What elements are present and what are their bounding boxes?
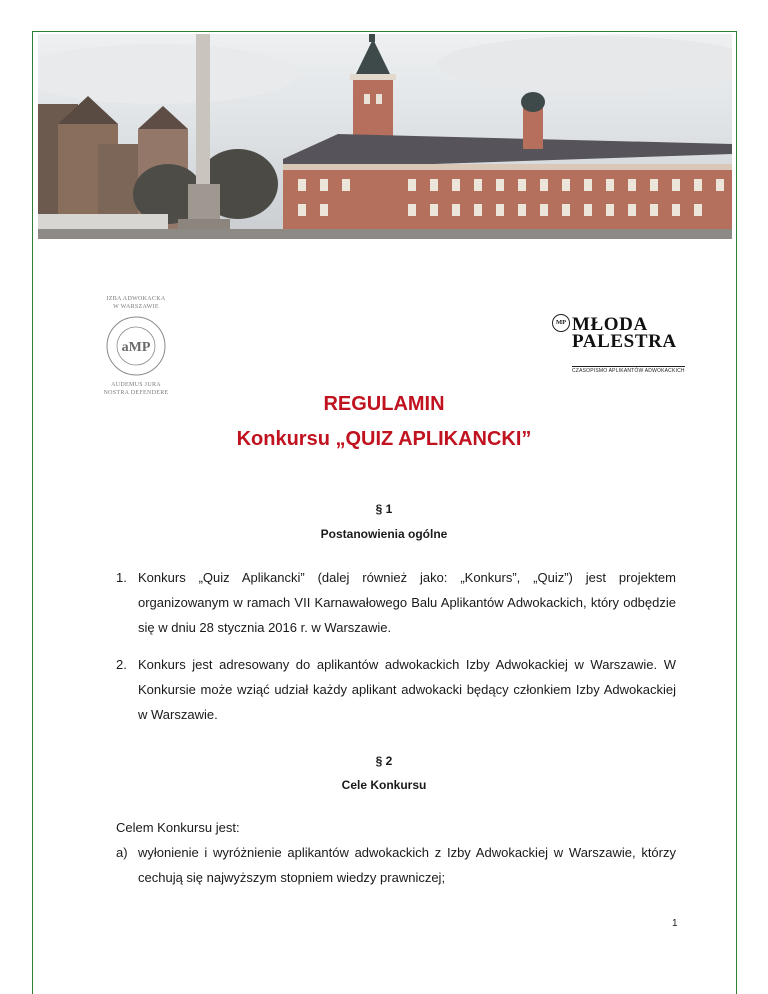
page-number: 1 [672, 918, 678, 929]
item-text: wyłonienie i wyróżnienie aplikantów adwokackich z Izby Adwokackiej w Warszawie, którzy cechują się najwyższym stopniem wiedzy prawniczej; [138, 845, 676, 885]
royal-castle-illustration [38, 34, 732, 239]
section-2-title: Cele Konkursu [341, 778, 427, 792]
seal-icon [105, 315, 167, 377]
logo-top-line1: IZBA ADWOKACKA [106, 296, 166, 302]
mloda-palestra-logo [552, 314, 692, 374]
logo-top-line2: W WARSZAWIE [113, 304, 159, 310]
document-subtitle: Konkursu „QUIZ APLIKANCKI” [236, 428, 532, 450]
section-1-item-2 [116, 652, 676, 727]
item-number: 1. [116, 570, 127, 585]
item-text: Konkurs jest adresowany do aplikantów adwokackich Izby Adwokackiej w Warszawie. W Konkursie może wziąć udział każdy aplikant adwokacki będący członkiem Izby Adwokackiej w Warszawie. [138, 657, 676, 722]
document-title: REGULAMIN [323, 393, 445, 415]
section-2-number: § 2 [375, 754, 393, 768]
logo-bottom-line2: NOSTRA DEFENDERE [103, 390, 169, 396]
mp-badge: MP [552, 314, 570, 332]
logo-name-line2: PALESTRA [572, 331, 677, 352]
item-letter: a) [116, 845, 128, 860]
item-number: 2. [116, 657, 127, 672]
logo-name-line1: MŁODA [572, 314, 648, 335]
banner-photo [38, 34, 732, 239]
section-2-item-a [116, 840, 676, 890]
section-1-number: § 1 [375, 502, 393, 516]
logo-subtitle: CZASOPISMO APLIKANTÓW ADWOKACKICH [572, 368, 685, 374]
item-text: Konkurs „Quiz Aplikancki” (dalej również jako: „Konkurs”, „Quiz”) jest projektem organizowanym w ramach VII Karnawałowego Balu Aplikantów Adwokackich, który odbędzie się w dniu 28 stycznia 2016 r. w Warszawie. [138, 570, 676, 635]
bar-association-logo [100, 295, 172, 397]
section-2-intro: Celem Konkursu jest: [116, 820, 240, 835]
section-1-title: Postanowienia ogólne [320, 527, 448, 541]
logo-bottom-line1: AUDEMUS JURA [111, 382, 161, 388]
svg-text:aMP: aMP [121, 340, 151, 355]
section-1-item-1 [116, 565, 676, 640]
